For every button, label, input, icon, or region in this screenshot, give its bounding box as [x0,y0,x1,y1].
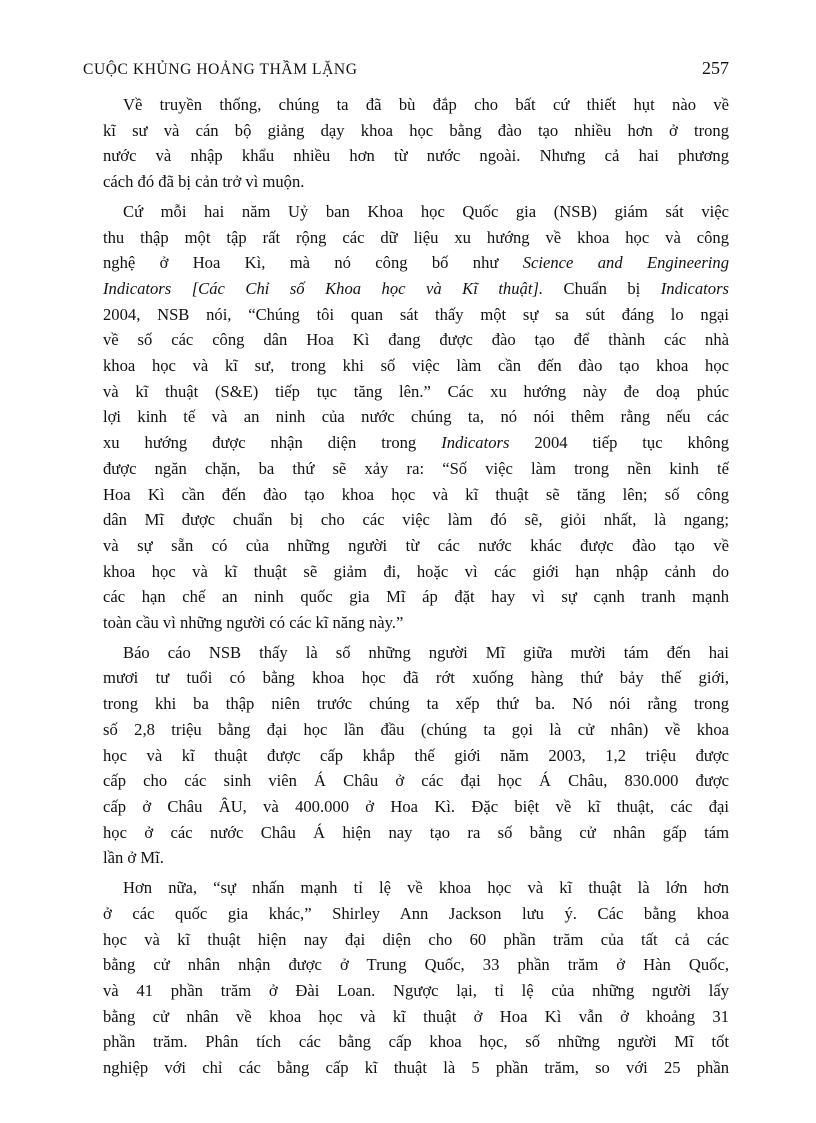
page-number: 257 [702,58,729,78]
text-line: học ở các nước Châu Á hiện nay tạo ra số bằng cử nhân gấp tám [103,822,729,842]
paragraph [83,640,729,871]
text-run: Chuẩn bị [563,278,641,298]
text-line: các hạn chế an ninh quốc gia Mĩ áp đặt hay vì sự cạnh tranh mạnh [103,587,729,607]
italic-title: Science and Engineering [522,253,729,273]
text-line: kĩ sư và cán bộ giảng dạy khoa học bằng đào tạo nhiều hơn ở trong [103,120,729,140]
text-line: Cứ mỗi hai năm Uỷ ban Khoa học Quốc gia (NSB) giám sát việc [123,201,729,221]
italic-title: Indicators [441,433,510,453]
text-run: 2004 tiếp tục không [534,433,729,453]
text-line: nước và nhập khẩu nhiều hơn từ nước ngoài. Nhưng cả hai phương [103,146,729,166]
text-line: được ngăn chặn, ba thứ sẽ xảy ra: “Số việc làm trong nền kinh tế [103,458,729,478]
text-line: cách đó đã bị cản trở vì muộn. [103,172,305,192]
book-page [83,58,729,1081]
text-run: xu hướng được nhận diện trong [103,433,417,453]
text-line: học và kĩ thuật hiện nay đại diện cho 60 phần trăm của tất cả các [103,929,729,949]
text-line: thu thập một tập rất rộng các dữ liệu xu hướng về khoa học và công [103,227,729,247]
text-line: cấp ở Châu ÂU, và 400.000 ở Hoa Kì. Đặc biệt về kĩ thuật, các đại [103,796,729,816]
text-line: Về truyền thống, chúng ta đã bù đắp cho bất cứ thiết hụt nào về [123,95,729,114]
text-line: 2004, NSB nói, “Chúng tôi quan sát thấy một sự sa sút đáng lo ngại [103,304,729,324]
text-line: ở các quốc gia khác,” Shirley Ann Jackson lưu ý. Các bằng khoa [103,903,729,923]
text-line: Hoa Kì cần đến đào tạo khoa học và kĩ thuật sẽ tăng lên; số công [103,484,729,504]
text-line: bằng cử nhân nhận được ở Trung Quốc, 33 phần trăm ở Hàn Quốc, [103,955,729,975]
text-line: số 2,8 triệu bằng đại học lần đầu (chúng ta gọi là cử nhân) về khoa [103,719,729,739]
text-line: lợi kinh tế và an ninh của nước chúng ta, nó nói thêm rằng nếu các [103,407,729,427]
text-line [83,430,729,456]
text-line: nghiệp với chỉ các bằng cấp kĩ thuật là 5 phần trăm, so với 25 phần [103,1058,729,1078]
text-run: nghệ ở Hoa Kì, mà nó công bố như [103,253,499,273]
paragraph [83,199,729,636]
running-title: CUỘC KHỦNG HOẢNG THẦM LẶNG [83,61,358,78]
text-line: dân Mĩ được chuẩn bị cho các việc làm đó sẽ, giỏi nhất, là ngang; [103,510,729,530]
text-line: học và kĩ thuật được cấp khắp thế giới năm 2003, 1,2 triệu được [103,745,729,765]
italic-title: Indicators [660,278,729,298]
text-line: phần trăm. Phân tích các bằng cấp khoa học, số những người Mĩ tốt [103,1032,729,1052]
text-line: toàn cầu vì những người có các kĩ năng này.” [103,613,404,633]
text-line: trong khi ba thập niên trước chúng ta xếp thứ ba. Nó nói rằng trong [103,694,729,714]
text-line: và sự sẵn có của những người từ các nước khác được đào tạo về [103,535,729,555]
text-line [83,276,729,302]
text-line: cấp cho các sinh viên Á Châu ở các đại học Á Châu, 830.000 được [103,771,729,791]
text-line: về số các công dân Hoa Kì đang được đào tạo để thành các nhà [103,330,729,350]
text-line: mươi tư tuổi có bằng khoa học đã rớt xuống hàng thứ bảy thế giới, [103,668,729,688]
text-line: khoa học và kĩ thuật sẽ giảm đi, hoặc vì các giới hạn nhập cảnh do [103,561,729,581]
paragraph [83,875,729,1081]
text-line: bằng cử nhân về khoa học và kĩ thuật ở Hoa Kì vẫn ở khoảng 31 [103,1006,729,1026]
text-line [83,250,729,276]
text-line: khoa học và kĩ sư, trong khi số việc làm cần đến đào tạo khoa học [103,356,729,376]
text-line: và kĩ thuật (S&E) tiếp tục tăng lên.” Các xu hướng này đe doạ phúc [103,381,729,401]
body-text [83,92,729,1081]
italic-title: Indicators [Các Chỉ số Khoa học và Kĩ thuật]. [103,278,544,298]
text-line: lần ở Mĩ. [103,848,164,868]
text-line: Hơn nữa, “sự nhấn mạnh tỉ lệ về khoa học và kĩ thuật là lớn hơn [123,878,729,898]
text-line: và 41 phần trăm ở Đài Loan. Ngược lại, tỉ lệ của những người lấy [103,980,729,1000]
paragraph [83,92,729,195]
text-line: Báo cáo NSB thấy là số những người Mĩ giữa mười tám đến hai [123,642,729,662]
running-header [83,58,729,84]
